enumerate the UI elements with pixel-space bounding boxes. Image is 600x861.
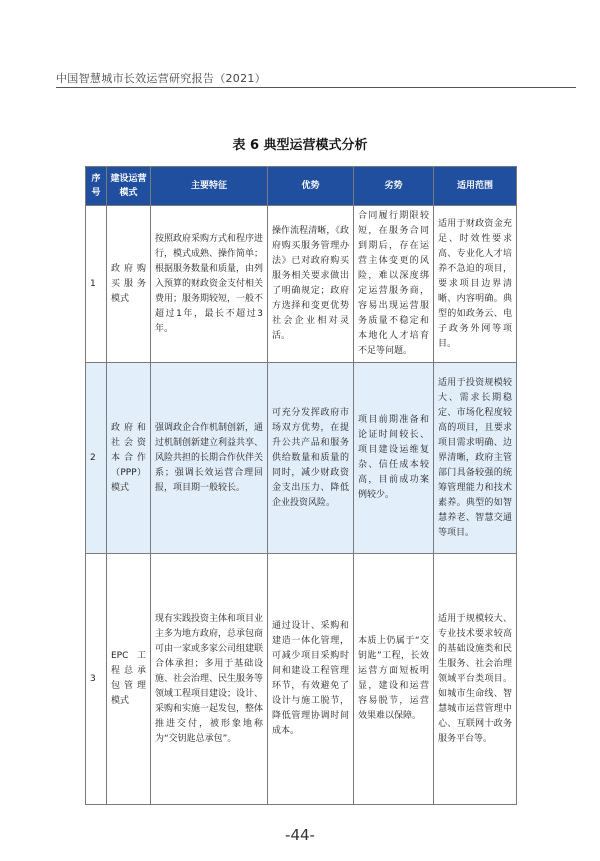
- row-disadvantages: [354, 206, 434, 363]
- column-header-mode: 建设运营模式: [107, 167, 151, 206]
- row-disadvantages: [354, 554, 434, 805]
- row-advantages-text: 可充分发挥政府市场双方优势，在提升公共产品和服务供给数量和质量的同时，减少财政资金支出压力、降低企业投资风险。: [272, 407, 349, 508]
- row-mode-text: 政府购买服务模式: [111, 263, 146, 304]
- row-number: [86, 363, 107, 554]
- row-mode-text: 政府和社会资本合作（PPP）模式: [111, 422, 146, 493]
- table-row: [86, 554, 517, 805]
- row-advantages: [268, 363, 354, 554]
- row-number: [86, 206, 107, 363]
- page-number: -44-: [285, 826, 315, 844]
- row-mode-text: EPC工程总承包管理模式: [111, 651, 146, 706]
- row-disadvantages: [354, 363, 434, 554]
- row-mode: [107, 554, 151, 805]
- row-scope: [434, 206, 517, 363]
- row-scope: [434, 554, 517, 805]
- row-advantages-text: 操作流程清晰，《政府购买服务管理办法》已对政府购买服务相关要求做出了明确规定；政府方选择和变更优势社会企业相对灵活。: [272, 226, 349, 341]
- row-number-text: 2: [90, 452, 96, 463]
- table-row: [86, 363, 517, 554]
- row-advantages-text: 通过设计、采购和建造一体化管理，可减少项目采购时间和建设工程管理环节，有效避免了设计与施工脱节，降低管理协调时间成本。: [272, 621, 349, 736]
- row-number: [86, 554, 107, 805]
- row-features: [151, 554, 268, 805]
- row-features: [151, 206, 268, 363]
- row-number-text: 1: [90, 278, 96, 289]
- row-mode: [107, 363, 151, 554]
- table-header-row: [86, 167, 517, 206]
- row-features-text: 强调政企合作机制创新，通过机制创新建立利益共享、风险共担的长期合作伙伴关系；强调长效运营合理回报，项目期一般较长。: [155, 422, 264, 493]
- row-features-text: 按照政府采购方式和程序进行，模式成熟、操作简单；根据服务数量和质量，由列入预算的财政资金支付相关费用；服务期较短，一般不超过1年，最长不超过3年。: [155, 233, 264, 334]
- row-mode: [107, 206, 151, 363]
- column-header-advantages: 优势: [268, 167, 354, 206]
- row-features: [151, 363, 268, 554]
- row-scope-text: 适用于规模较大、专业技术要求较高的基础设施类和民生服务、社会治理领域平台类项目。如城市生命线、智慧城市运营管理中心、互联网十政务服务平台等。: [438, 613, 512, 744]
- column-header-no: 序号: [86, 167, 107, 206]
- row-advantages: [268, 206, 354, 363]
- table-title: 表 6 典型运营模式分析: [232, 138, 368, 153]
- row-number-text: 3: [90, 673, 96, 684]
- row-advantages: [268, 554, 354, 805]
- row-disadvantages-text: 项目前期准备和论证时间较长、项目建设运维复杂、信任成本较高，目前成功案例较少。: [358, 415, 429, 500]
- row-features-text: 现有实践投资主体和项目业主多为地方政府，总承包商可由一家或多家公司组建联合体承担；多用于基础设施、社会治理、民生服务等领域工程项目建设；设计、采购和实施一起发包，整体推进交付，被形象地称为“交钥匙总承包”。: [155, 613, 264, 744]
- table-row: [86, 206, 517, 363]
- row-disadvantages-text: 合同履行期限较短，在服务合同到期后，存在运营主体变更的风险，难以深度绑定运营服务商，容易出现运营服务质量不稳定和本地化人才培育不足等问题。: [358, 211, 429, 356]
- row-scope-text: 适用于投资规模较大、需求长期稳定、市场化程度较高的项目，且要求项目需求明确、边界清晰，政府主管部门具备较强的统筹管理能力和技术素养。典型的如智慧养老、智慧交通等项目。: [438, 377, 512, 538]
- row-scope-text: 适用于财政资金充足、时效性要求高、专业化人才培养不急迫的项目，要求项目边界清晰、内容明确。典型的如政务云、电子政务外网等项目。: [438, 218, 512, 349]
- operation-models-table: [85, 166, 517, 805]
- row-scope: [434, 363, 517, 554]
- column-header-features: 主要特征: [151, 167, 268, 206]
- column-header-disadvantages: 劣势: [354, 167, 434, 206]
- header-rule: [56, 87, 576, 88]
- row-disadvantages-text: 本质上仍属于“交钥匙”工程，长效运营方面短板明显，建设和运营容易脱节，运营效果难以保障。: [358, 636, 429, 721]
- column-header-scope: 适用范围: [434, 167, 517, 206]
- running-header: 中国智慧城市长效运营研究报告（2021）: [56, 72, 266, 85]
